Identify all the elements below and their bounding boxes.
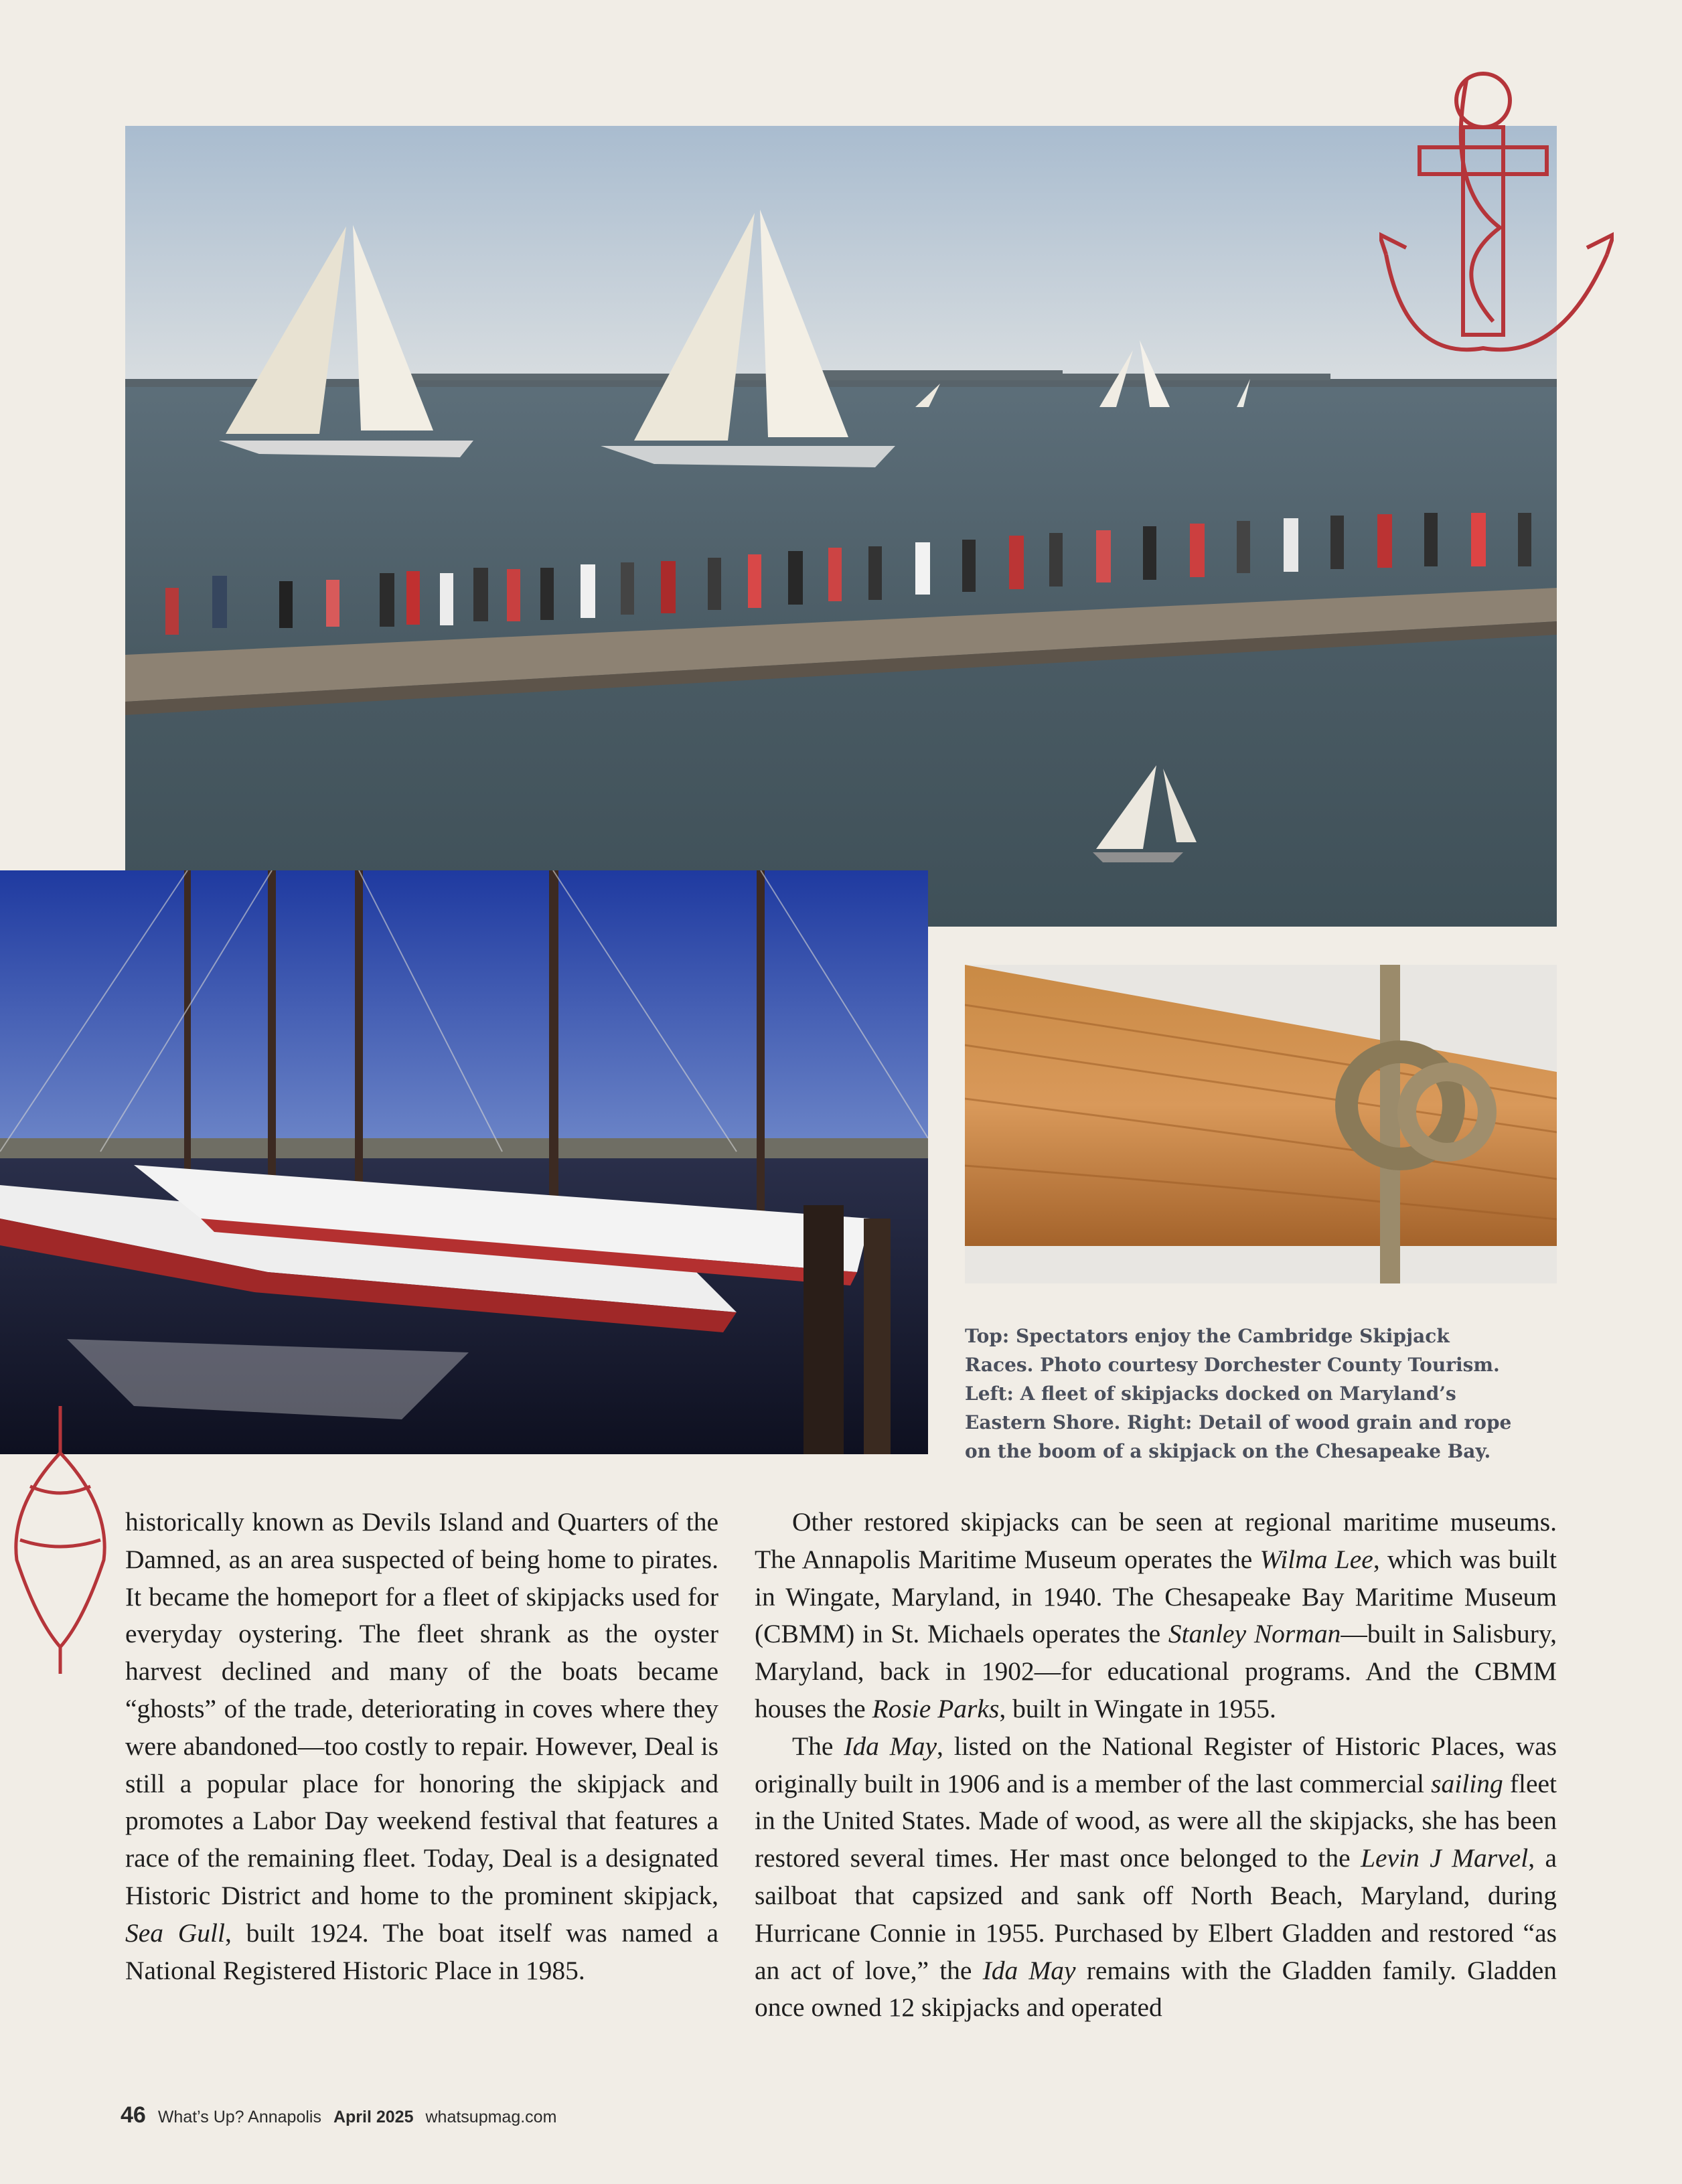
article-column-left	[125, 1504, 718, 1989]
docked-skipjacks-photo	[0, 870, 928, 1454]
page-number: 46	[121, 2102, 146, 2128]
photo-caption	[965, 1322, 1541, 1466]
boat-name: Ida May	[844, 1731, 937, 1761]
boat-name: Ida May	[982, 1955, 1076, 1985]
boat-name: Levin J Marvel	[1361, 1843, 1529, 1873]
emphasis: sailing	[1431, 1768, 1503, 1798]
article-paragraph: Other restored skipjacks can be seen at regional maritime museums. The Annapolis Maritime Museum operates the Wilma Lee, which was built in Wingate, Maryland, in 1940. The Chesapeake Bay Maritime Museum (CBMM) in St. Michaels operates the Stanley Norman—built in Salisbury, Maryland, back in 1902—for educational programs. And the CBMM houses the Rosie Parks, built in Wingate in 1955.	[755, 1507, 1557, 1723]
boat-name: Wilma Lee	[1259, 1544, 1373, 1574]
wood-and-rope-photo	[965, 965, 1557, 1283]
magazine-name: What’s Up? Annapolis	[157, 2108, 321, 2126]
website: whatsupmag.com	[425, 2108, 557, 2126]
boat-name: Rosie Parks	[872, 1693, 1000, 1723]
caption-line: Top: Spectators enjoy the Cambridge Skipjack	[965, 1325, 1450, 1347]
page-footer	[121, 2102, 556, 2128]
article-paragraph: The Ida May, listed on the National Register of Historic Places, was originally built in 1906 and is a member of the last commercial sailing fleet in the United States. Made of wood, as were all the skipjacks, she has been restored several times. Her mast once belonged to the Levin J Marvel, a sailboat that capsized and sank off North Beach, Maryland, during Hurricane Connie in 1955. Purchased by Elbert Gladden and restored “as an act of love,” the Ida May remains with the Gladden family. Gladden once owned 12 skipjacks and operated	[755, 1731, 1557, 2023]
boat-name: Sea Gull	[125, 1918, 225, 1948]
issue-date: April 2025	[333, 2108, 414, 2126]
caption-line: Left: A fleet of skipjacks docked on Maryland’s	[965, 1383, 1456, 1405]
boat-name: Stanley Norman	[1168, 1619, 1341, 1649]
caption-line: Eastern Shore. Right: Detail of wood grain and rope	[965, 1411, 1512, 1433]
caption-line: Races. Photo courtesy Dorchester County Tourism.	[965, 1354, 1500, 1376]
buoy-illustration	[10, 1406, 110, 1674]
anchor-illustration	[1379, 54, 1614, 375]
caption-line: on the boom of a skipjack on the Chesapeake Bay.	[965, 1440, 1491, 1462]
article-paragraph: historically known as Devils Island and Quarters of the Damned, as an area suspected of being home to pirates. It became the homeport for a fleet of skipjacks used for everyday oystering. The fleet shrank as the oyster harvest declined and many of the boats became “ghosts” of the trade, deteriorating in coves where they were abandoned—too costly to repair. However, Deal is still a popular place for honoring the skipjack and promotes a Labor Day weekend festival that features a race of the remaining fleet. Today, Deal is a designated Historic District and home to the prominent skipjack, Sea Gull, built 1924. The boat itself was named a National Registered Historic Place in 1985.	[125, 1507, 718, 1985]
article-column-right	[755, 1504, 1557, 2027]
skipjack-races-photo	[125, 126, 1557, 927]
